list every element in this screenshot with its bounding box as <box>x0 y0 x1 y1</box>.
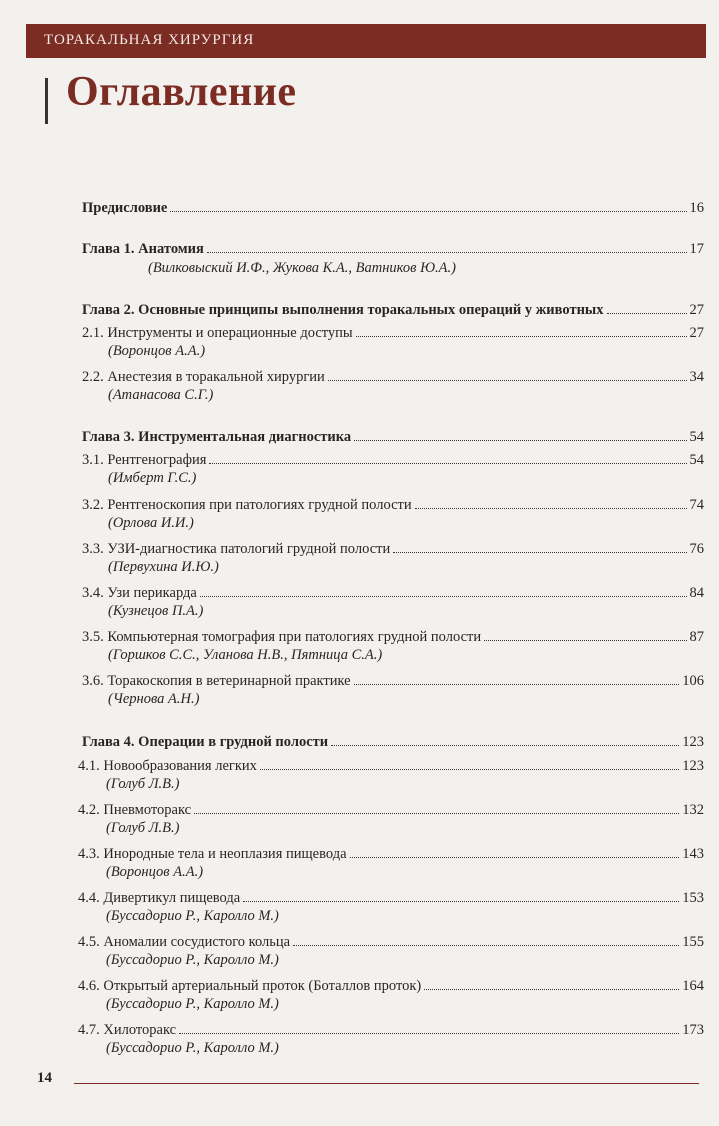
page-title: Оглавление <box>66 69 297 115</box>
toc-authors: (Воронцов А.А.) <box>108 343 206 359</box>
toc-entry-2-1: 2.1. Инструменты и операционные доступы 27 <box>82 325 704 341</box>
leader-dots <box>260 759 679 770</box>
heading-accent-bar <box>45 78 48 124</box>
leader-dots <box>194 803 679 814</box>
page-number: 14 <box>37 1070 52 1086</box>
toc-authors: (Воронцов А.А.) <box>106 864 204 880</box>
toc-entry-4-1: 4.1. Новообразования легких 123 <box>78 758 704 774</box>
leader-dots <box>424 979 679 990</box>
toc-authors: (Буссадорио Р., Каролло М.) <box>106 1040 279 1056</box>
leader-dots <box>415 498 687 509</box>
leader-dots <box>207 242 687 253</box>
toc-entry-3-5: 3.5. Компьютерная томография при патологиях грудной полости 87 <box>82 629 704 645</box>
toc-entry-3-1: 3.1. Рентгенография 54 <box>82 452 704 468</box>
toc-authors: (Кузнецов П.А.) <box>108 603 204 619</box>
toc-entry-chapter-3: Глава 3. Инструментальная диагностика 54 <box>82 429 704 445</box>
footer-rule <box>74 1083 699 1084</box>
toc-entry-3-4: 3.4. Узи перикарда 84 <box>82 585 704 601</box>
toc-entry-preface: Предисловие 16 <box>82 200 704 216</box>
leader-dots <box>200 586 687 597</box>
toc-entry-chapter-1: Глава 1. Анатомия 17 <box>82 241 704 257</box>
toc-authors: (Буссадорио Р., Каролло М.) <box>106 952 279 968</box>
toc-entry-3-2: 3.2. Рентгеноскопия при патологиях грудной полости 74 <box>82 497 704 513</box>
toc-authors: (Вилковыский И.Ф., Жукова К.А., Ватников Ю.А.) <box>148 260 456 276</box>
leader-dots <box>179 1023 679 1034</box>
leader-dots <box>293 935 679 946</box>
leader-dots <box>328 370 687 381</box>
toc-entry-2-2: 2.2. Анестезия в торакальной хирургии 34 <box>82 369 704 385</box>
toc-authors: (Буссадорио Р., Каролло М.) <box>106 908 279 924</box>
leader-dots <box>350 847 680 858</box>
toc-authors: (Горшков С.С., Уланова Н.В., Пятница С.А.) <box>108 647 383 663</box>
toc-entry-chapter-2: Глава 2. Основные принципы выполнения торакальных операций у животных 27 <box>82 302 704 318</box>
leader-dots <box>354 674 680 685</box>
toc-authors: (Буссадорио Р., Каролло М.) <box>106 996 279 1012</box>
toc-entry-4-6: 4.6. Открытый артериальный проток (Боталлов проток) 164 <box>78 978 704 994</box>
toc-authors: (Чернова А.Н.) <box>108 691 200 707</box>
leader-dots <box>607 303 687 314</box>
leader-dots <box>170 201 686 212</box>
toc-entry-chapter-4: Глава 4. Операции в грудной полости 123 <box>82 734 704 750</box>
toc-authors: (Голуб Л.В.) <box>106 820 180 836</box>
leader-dots <box>356 326 687 337</box>
toc-authors: (Первухина И.Ю.) <box>108 559 219 575</box>
toc-entry-4-3: 4.3. Инородные тела и неоплазия пищевода 143 <box>78 846 704 862</box>
toc-entry-3-6: 3.6. Торакоскопия в ветеринарной практике 106 <box>82 673 704 689</box>
leader-dots <box>354 430 686 441</box>
running-header-title: ТОРАКАЛЬНАЯ ХИРУРГИЯ <box>44 32 255 48</box>
toc-authors: (Атанасова С.Г.) <box>108 387 214 403</box>
leader-dots <box>484 630 686 641</box>
toc-entry-4-7: 4.7. Хилоторакс 173 <box>78 1022 704 1038</box>
leader-dots <box>331 735 679 746</box>
leader-dots <box>243 891 679 902</box>
toc-entry-4-4: 4.4. Дивертикул пищевода 153 <box>78 890 704 906</box>
leader-dots <box>209 453 686 464</box>
running-header <box>26 24 706 58</box>
toc-entry-4-5: 4.5. Аномалии сосудистого кольца 155 <box>78 934 704 950</box>
toc-authors: (Орлова И.И.) <box>108 515 194 531</box>
toc-authors: (Имберт Г.С.) <box>108 470 197 486</box>
toc-authors: (Голуб Л.В.) <box>106 776 180 792</box>
toc-entry-4-2: 4.2. Пневмоторакс 132 <box>78 802 704 818</box>
leader-dots <box>393 542 686 553</box>
toc-entry-3-3: 3.3. УЗИ-диагностика патологий грудной полости 76 <box>82 541 704 557</box>
